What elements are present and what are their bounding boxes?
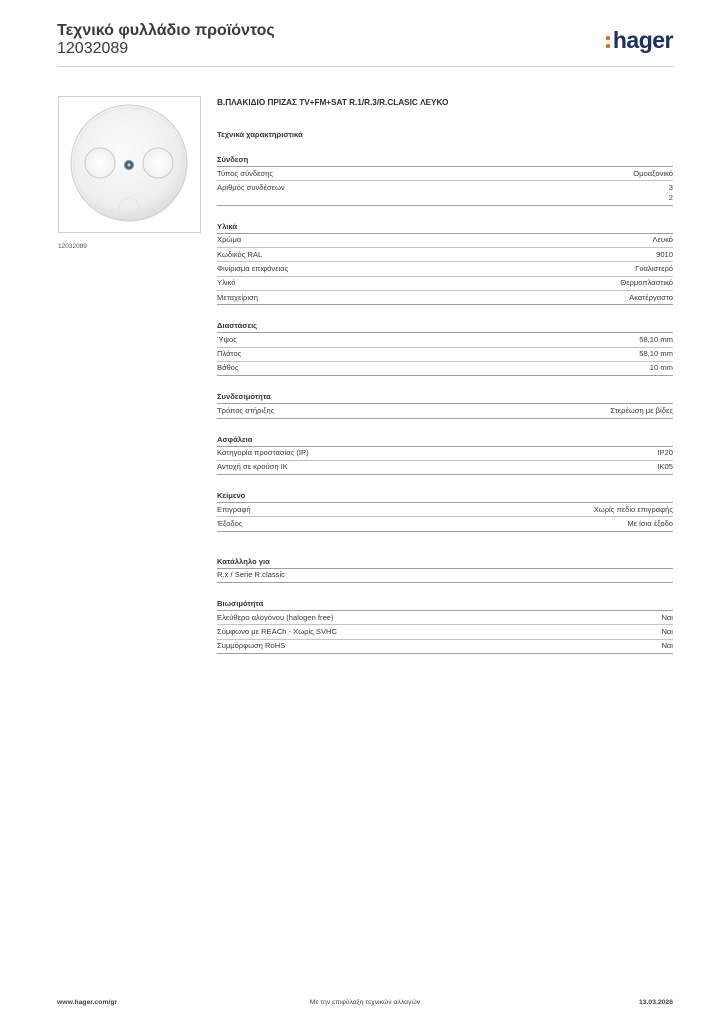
spec-label: Μεταχείριση	[217, 292, 258, 302]
spec-value: 58,10 mm	[639, 349, 673, 359]
hager-logo[interactable]	[606, 27, 673, 54]
spec-label: Ελεύθερο αλογόνου (halogen free)	[217, 612, 334, 622]
spec-label: Ύψος	[217, 334, 237, 344]
spec-value: IP20	[657, 448, 673, 458]
spec-section-sustainability	[217, 599, 673, 654]
footer-date: 13.03.2026	[638, 999, 673, 1006]
spec-row	[217, 248, 673, 262]
spec-value: Με ίσια έξοδο	[627, 518, 673, 528]
spec-label: Κωδικός RAL	[217, 249, 263, 259]
spec-section-suitable-for	[217, 557, 673, 583]
spec-row	[217, 640, 673, 654]
section-title: Βιωσιμότητα	[217, 599, 673, 611]
spec-label: Φινίρισμα επιφάνειας	[217, 263, 289, 273]
spec-label: Έξοδος	[217, 518, 243, 528]
spec-row	[217, 167, 673, 181]
spec-value: Θερμοπλαστικό	[620, 278, 673, 288]
spec-label: Υλικό	[217, 278, 236, 288]
product-title: Β.ΠΛΑΚΙΔΙΟ ΠΡΙΖΑΣ TV+FM+SAT R.1/R.3/R.CLASIC ΛΕΥΚΟ	[217, 98, 449, 107]
spec-value: 10 mm	[649, 363, 673, 373]
document-title: Τεχνικό φυλλάδιο προϊόντος	[57, 22, 275, 39]
spec-label: Τύπος σύνδεσης	[217, 168, 274, 178]
header-divider	[57, 66, 673, 67]
spec-value: Χωρίς πεδίο επιγραφής	[593, 504, 673, 514]
spec-row	[217, 291, 673, 305]
spec-value: IK05	[657, 462, 673, 472]
spec-value	[669, 183, 673, 204]
spec-row	[217, 447, 673, 461]
spec-value: Ναι	[661, 612, 673, 622]
document-number: 12032089	[57, 40, 129, 57]
spec-label: Πλάτος	[217, 349, 242, 359]
page-header	[57, 22, 673, 62]
spec-row	[217, 262, 673, 276]
section-title: Κατάλληλο για	[217, 557, 673, 569]
spec-section-safety	[217, 435, 673, 476]
footer-website-link[interactable]: www.hager.com/gr	[57, 999, 118, 1006]
spec-section-connectivity	[217, 392, 673, 418]
spec-row	[217, 517, 673, 531]
spec-row	[217, 625, 673, 639]
spec-row	[217, 569, 673, 583]
spec-value: Ομοαξονικό	[633, 168, 673, 178]
page-footer	[57, 999, 673, 1011]
spec-row	[217, 348, 673, 362]
spec-content	[217, 98, 673, 654]
spec-label: Τρόπος στήριξης	[217, 405, 275, 415]
spec-value-line: 3	[668, 182, 673, 192]
spec-label: Κατηγορία προστασίας (IP)	[217, 448, 309, 458]
spec-label: Αριθμός συνδέσεων	[217, 182, 285, 192]
section-title: Συνδεσιμότητα	[217, 392, 673, 404]
section-title: Διαστάσεις	[217, 321, 673, 333]
spec-value: Στερέωση με βίδες	[610, 405, 673, 415]
spec-row	[217, 404, 673, 418]
spec-value: 9010	[656, 249, 673, 259]
spec-label: Συμμόρφωση RoHS	[217, 641, 286, 651]
section-title: Σύνδεση	[217, 155, 673, 167]
spec-section-text	[217, 491, 673, 532]
spec-section-dimensions	[217, 321, 673, 376]
spec-value: Λευκό	[652, 235, 673, 245]
spec-row	[217, 333, 673, 347]
socket-plate-icon	[59, 97, 200, 232]
spec-value: 58,10 mm	[639, 334, 673, 344]
spec-row	[217, 461, 673, 475]
spec-value: Γυαλιστερό	[635, 263, 673, 273]
section-title: Υλικά	[217, 222, 673, 234]
section-title: Ασφάλεια	[217, 435, 673, 447]
spec-value: Ναι	[661, 641, 673, 651]
spec-row	[217, 611, 673, 625]
spec-label: R.x / Serie R.classic	[217, 570, 285, 580]
footer-note: Με την επιφύλαξη τεχνικών αλλαγών	[309, 999, 421, 1006]
spec-row	[217, 181, 673, 206]
spec-value: Ναι	[661, 626, 673, 636]
spec-row	[217, 362, 673, 376]
spec-section-materials	[217, 222, 673, 305]
product-image	[58, 96, 201, 233]
spec-label: Χρώμα	[217, 235, 242, 245]
logo-colon-icon	[606, 33, 611, 49]
spec-label: Επιγραφή	[217, 504, 251, 514]
spec-label: Αντοχή σε κρούση IK	[217, 462, 288, 472]
section-title: Κείμενο	[217, 491, 673, 503]
spec-row	[217, 503, 673, 517]
spec-section-connection	[217, 155, 673, 206]
spec-label: Σύμφωνο με REACh - Χωρίς SVHC	[217, 626, 338, 636]
spec-value: Ακατέργαστο	[629, 292, 673, 302]
tech-heading: Τεχνικά χαρακτηριστικά	[217, 130, 303, 139]
spec-row	[217, 277, 673, 291]
spec-value-line: 2	[668, 193, 673, 203]
spec-label: Βάθος	[217, 363, 239, 373]
spec-row	[217, 234, 673, 248]
image-caption: 12032089	[58, 243, 87, 250]
logo-wordmark: hager	[612, 27, 673, 53]
